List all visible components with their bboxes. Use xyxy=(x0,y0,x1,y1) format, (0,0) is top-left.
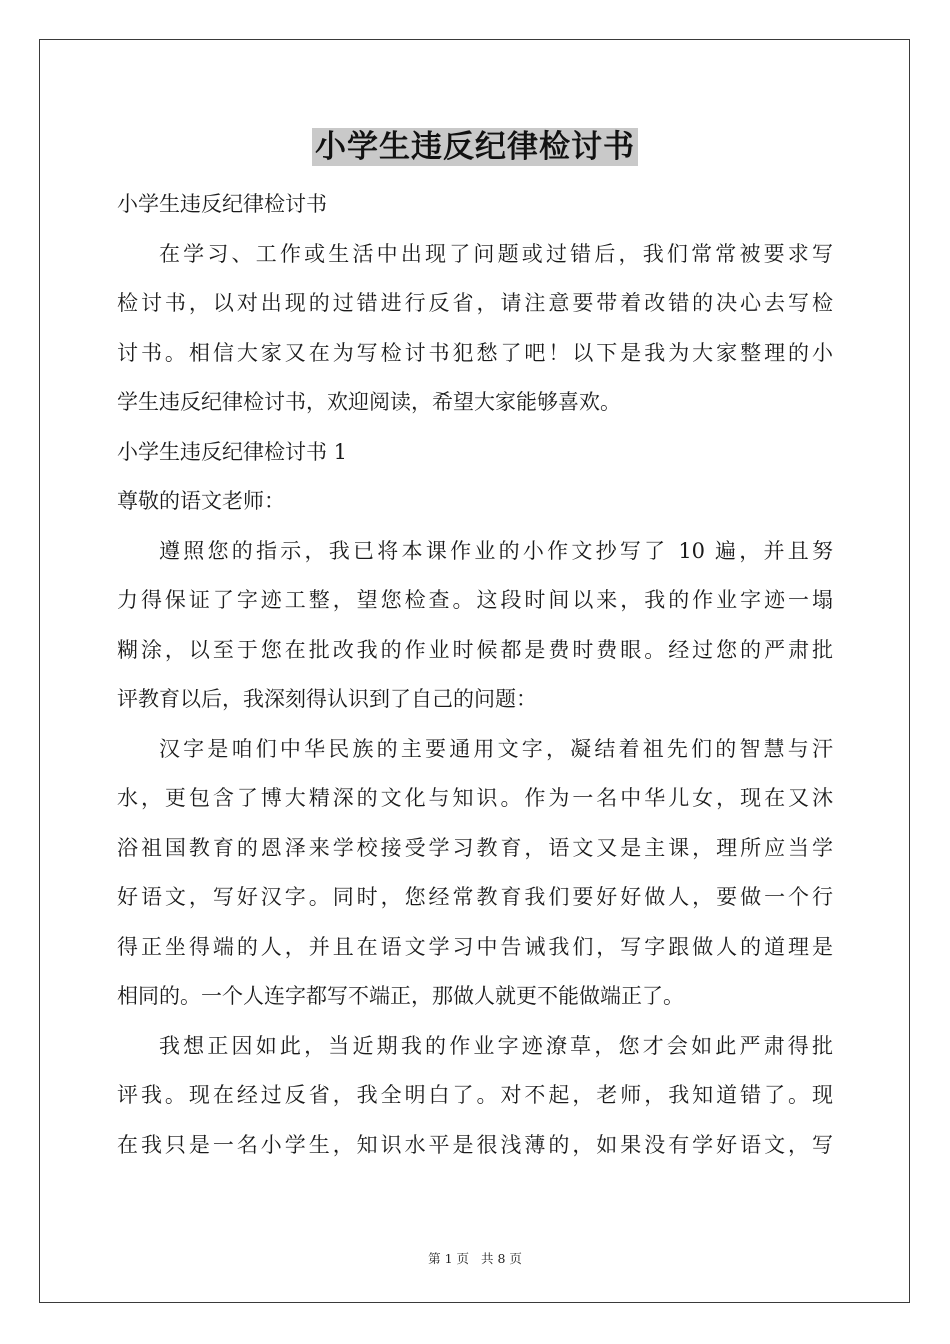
intro-line: 在学习、工作或生活中出现了问题或过错后，我们常常被要求写 xyxy=(159,241,833,266)
intro-line: 学生违反纪律检讨书，欢迎阅读，希望大家能够喜欢。 xyxy=(117,390,621,414)
paragraph-line: 汉字是咱们中华民族的主要通用文字，凝结着祖先们的智慧与汗 xyxy=(159,736,833,761)
title-container xyxy=(117,128,833,168)
paragraph-line: 我想正因如此，当近期我的作业字迹潦草，您才会如此严肃得批 xyxy=(159,1033,833,1058)
document-subtitle: 小学生违反纪律检讨书 xyxy=(117,192,327,216)
paragraph-line: 评教育以后，我深刻得认识到了自己的问题： xyxy=(117,687,537,711)
paragraph-line: 遵照您的指示，我已将本课作业的小作文抄写了 10 遍，并且努 xyxy=(159,538,833,563)
page-number: 第 1 页 xyxy=(428,1251,469,1266)
paragraph-line: 浴祖国教育的恩泽来学校接受学习教育，语文又是主课，理所应当学 xyxy=(117,835,833,860)
paragraph-line: 评我。现在经过反省，我全明白了。对不起，老师，我知道错了。现 xyxy=(117,1083,833,1107)
paragraph-line: 相同的。一个人连字都写不端正，那做人就更不能做端正了。 xyxy=(117,984,684,1008)
intro-paragraph xyxy=(117,230,833,428)
body-paragraph-1 xyxy=(117,527,833,725)
page-total: 共 8 页 xyxy=(480,1251,522,1266)
document-title: 小学生违反纪律检讨书 xyxy=(312,128,638,166)
salutation: 尊敬的语文老师： xyxy=(117,489,285,513)
body-paragraph-2 xyxy=(117,725,833,1022)
paragraph-line: 得正坐得端的人，并且在语文学习中告诫我们，写字跟做人的道理是 xyxy=(117,934,833,959)
intro-line: 检讨书，以对出现的过错进行反省，请注意要带着改错的决心去写检 xyxy=(117,291,833,315)
paragraph-line: 好语文，写好汉字。同时，您经常教育我们要好好做人，要做一个行 xyxy=(117,885,833,909)
intro-line: 讨书。相信大家又在为写检讨书犯愁了吧！以下是我为大家整理的小 xyxy=(117,340,833,365)
body-paragraph-3 xyxy=(117,1022,833,1171)
page-footer xyxy=(0,1249,950,1267)
paragraph-line: 糊涂，以至于您在批改我的作业时候都是费时费眼。经过您的严肃批 xyxy=(117,637,833,662)
section-heading: 小学生违反纪律检讨书 1 xyxy=(117,439,348,464)
document-body xyxy=(117,128,833,1170)
paragraph-line: 力得保证了字迹工整，望您检查。这段时间以来，我的作业字迹一塌 xyxy=(117,588,833,612)
paragraph-line: 水，更包含了博大精深的文化与知识。作为一名中华儿女，现在又沐 xyxy=(117,786,833,810)
paragraph-line: 在我只是一名小学生，知识水平是很浅薄的，如果没有学好语文，写 xyxy=(117,1132,833,1157)
